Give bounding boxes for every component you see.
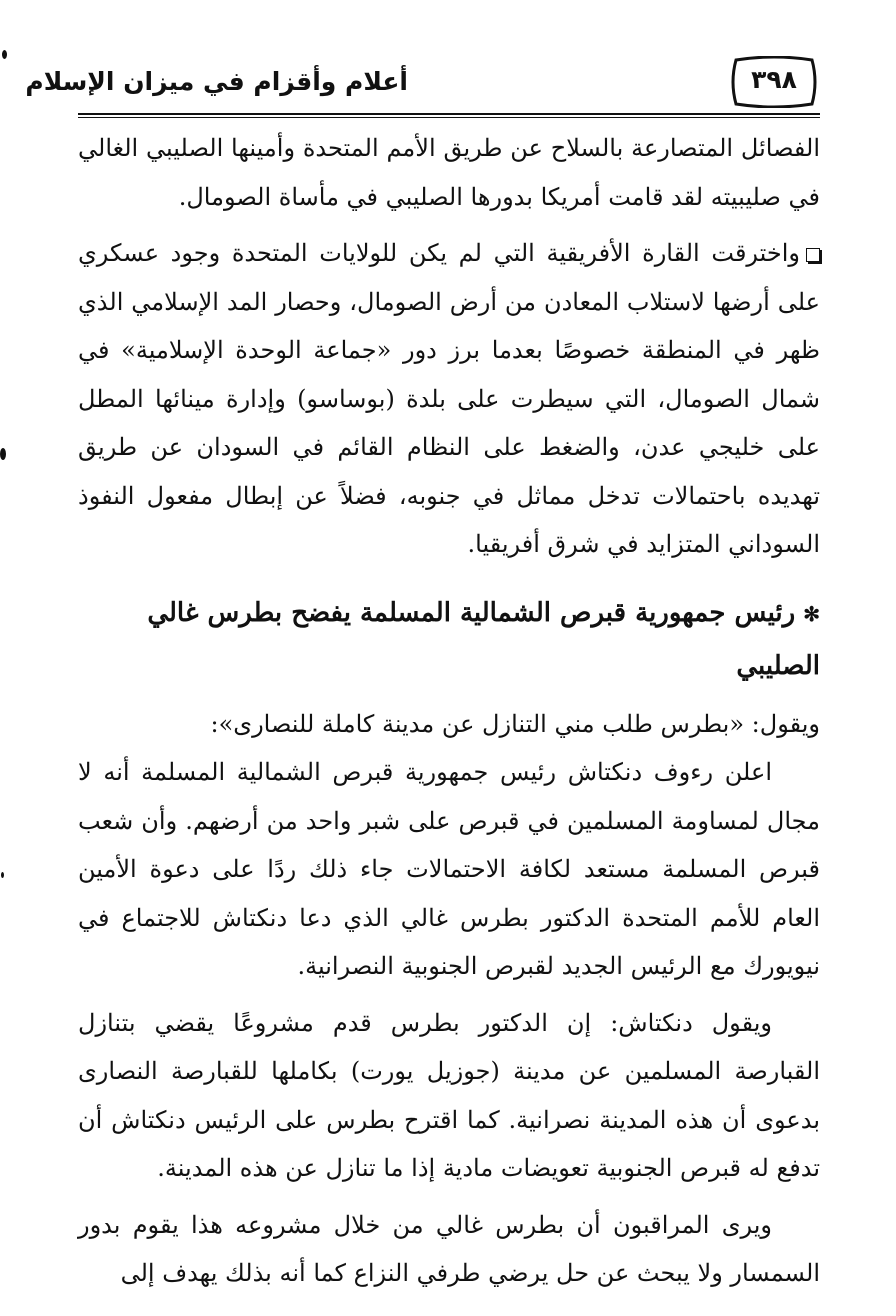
- header-rule: [78, 113, 820, 115]
- header-rule-thin: [78, 117, 820, 118]
- paragraph-5: ويرى المراقبون أن بطرس غالي من خلال مشروعه هذا يقوم بدور السمسار ولا يبحث عن حل يرضي طرفي النزاع كما أنه بذلك يهدف إلى: [78, 1210, 820, 1287]
- paragraph-4: ويقول دنكتاش: إن الدكتور بطرس قدم مشروعًا يقضي بتنازل القبارصة المسلمين عن مدينة (جوزيل يورت) بكاملها للقبارصة النصارى بدعوى أن هذه المدينة نصرانية. كما اقترح بطرس على الرئيس دنكتاش أن تدفع له قبرص الجنوبية تعويضات مادية إذا ما تنازل عن هذه المدينة.: [78, 1008, 820, 1182]
- paragraph-3: اعلن رءوف دنكتاش رئيس جمهورية قبرص الشمالية المسلمة أنه لا مجال لمساومة المسلمين في قبرص على شبر واحد من أرضهم. وأن شعب قبرص المسلمة مستعد لكافة الاحتمالات جاء ذلك ردًا على دعوة الأمين العام للأمم المتحدة الدكتور بطرس غالي الذي دعا دنكتاش للاجتماع في نيويورك مع الرئيس الجديد لقبرص الجنوبية النصرانية.: [78, 758, 820, 980]
- box-bullet-icon: [806, 248, 820, 262]
- page-header: [25, 56, 820, 122]
- book-title: أعلام وأقزام في ميزان الإسلام: [25, 67, 408, 96]
- asterisk-icon: ✻: [803, 601, 820, 626]
- page-number: ٣٩٨: [751, 65, 797, 94]
- section-heading-text: رئيس جمهورية قبرص الشمالية المسلمة يفضح بطرس غالي الصليبي: [147, 597, 820, 681]
- scan-speck: [0, 448, 6, 460]
- section-heading: [78, 587, 820, 692]
- paragraph-2-text: واخترقت القارة الأفريقية التي لم يكن للولايات المتحدة وجود عسكري على أرضها لاستلاب المعادن من أرض الصومال، وحصار المد الإسلامي الذي ظهر في المنطقة خصوصًا بعدما برز دور «جماعة الوحدة الإسلامية» في شمال الصومال، التي سيطرت على بلدة (بوساسو) وإدارة مينائها المطل على خليجي عدن، والضغط على النظام القائم في السودان عن طريق تهديده باحتمالات تدخل مماثل في جنوبه، فضلاً عن إبطال مفعول النفوذ السوداني المتزايد في شرق أفريقيا.: [78, 239, 820, 558]
- paragraph-1: الفصائل المتصارعة بالسلاح عن طريق الأمم المتحدة وأمينها الصليبي الغالي في صليبيته لقد قامت أمريكا بدورها الصليبي في مأساة الصومال.: [78, 134, 821, 211]
- page-body: [78, 124, 820, 1298]
- quote-line: ويقول: «بطرس طلب مني التنازل عن مدينة كاملة للنصارى»:: [210, 709, 820, 738]
- paragraph-2: [78, 229, 820, 569]
- scan-speck: [2, 50, 7, 59]
- scan-speck: [1, 872, 4, 878]
- page-number-badge: [728, 56, 820, 108]
